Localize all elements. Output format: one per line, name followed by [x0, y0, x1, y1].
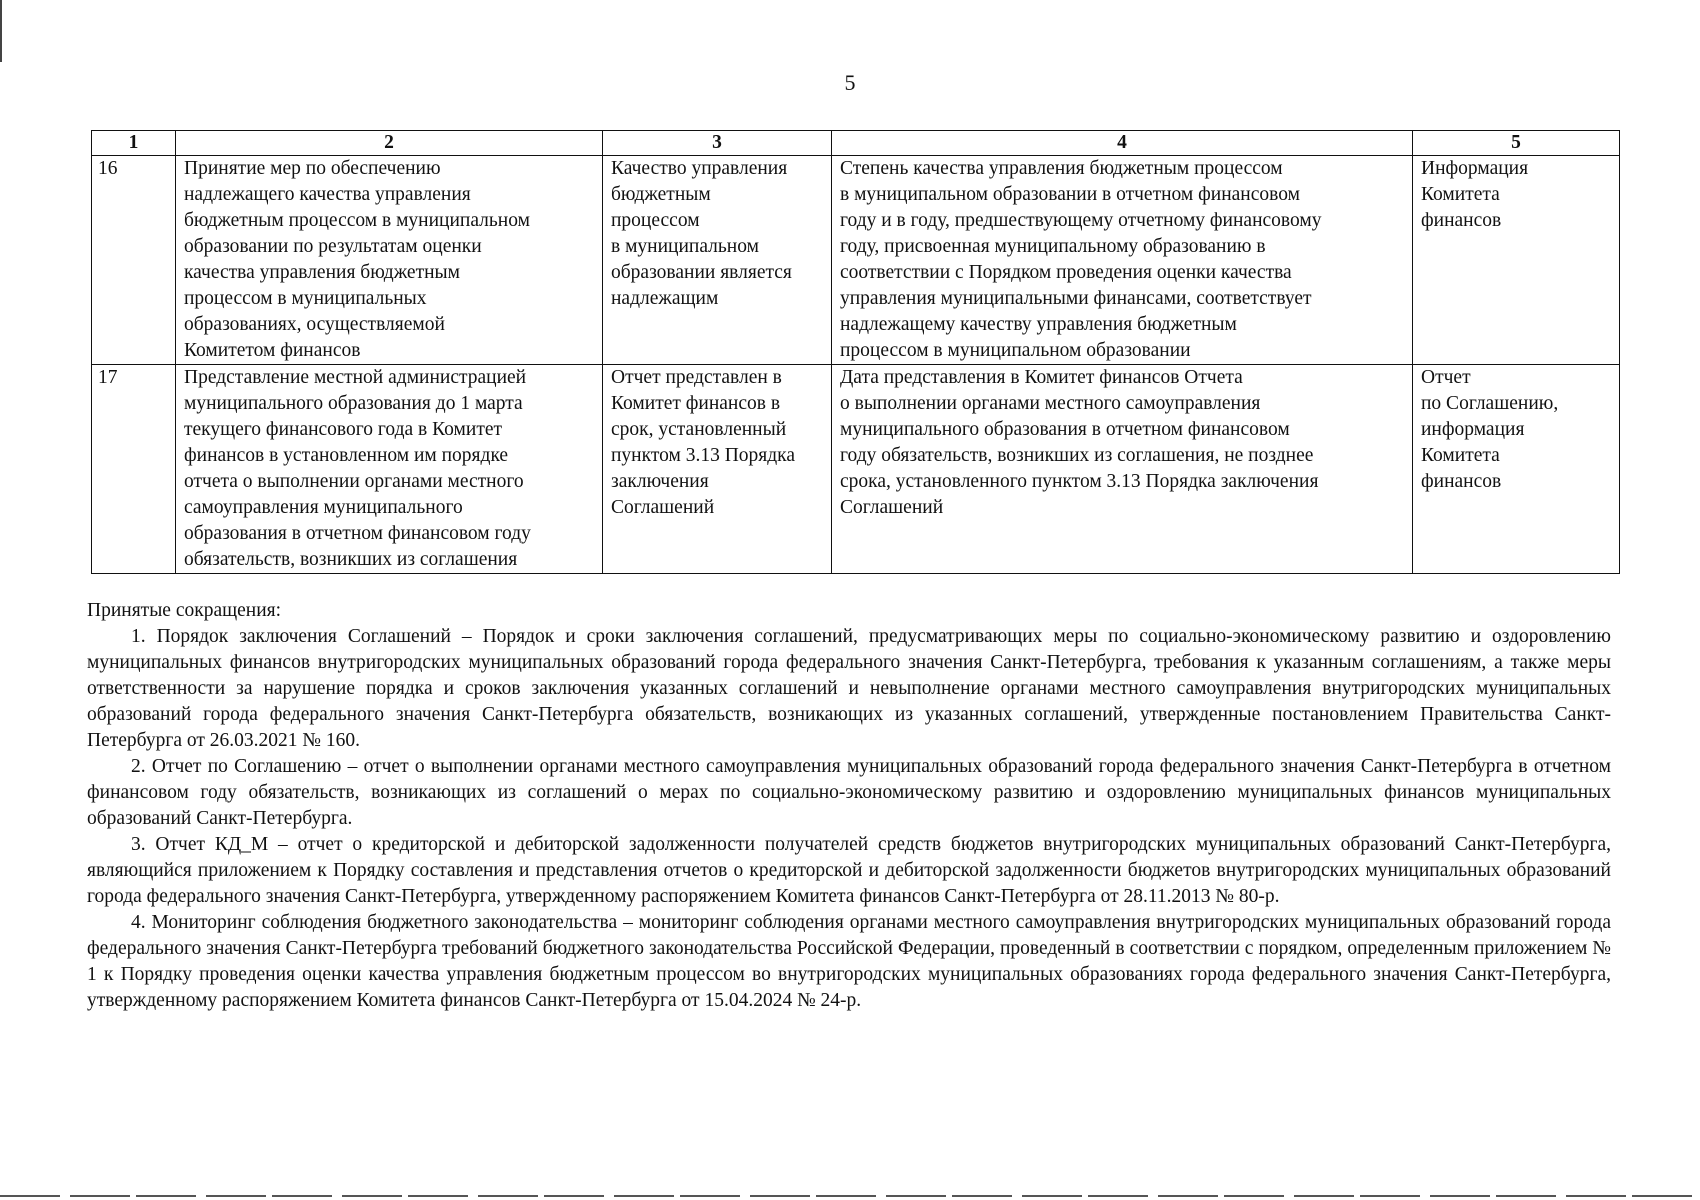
cell-text-line: соответствии с Порядком проведения оценки качества [840, 262, 1292, 283]
cell-text-line: образовании по результатам оценки [184, 236, 482, 257]
cell-text-line: пунктом 3.13 Порядка [611, 445, 796, 466]
cell-text-line: по Соглашению, [1421, 393, 1559, 414]
cell-text-line: управления муниципальными финансами, соответствует [840, 288, 1312, 309]
cell-text-line: бюджетным процессом в муниципальном [184, 210, 530, 231]
cell-text-line: финансов [1421, 471, 1502, 492]
cell-text-line: муниципального образования в отчетном финансовом [840, 419, 1290, 440]
cell-text-line: Комитета [1421, 184, 1500, 205]
cell-text-line: Степень качества управления бюджетным процессом [840, 158, 1283, 179]
abbreviation-item: 1. Порядок заключения Соглашений – Порядок и сроки заключения соглашений, предусматривающих меры по социально-экономическому развитию и оздоровлению муниципальных финансов внутригородских муниципальных образований города федерального значения Санкт-Петербурга, требования к указанным соглашениям, а также меры ответственности за нарушение порядка и сроков заключения указанных соглашений и невыполнение органами местного самоуправления внутригородских муниципальных образований города федерального значения Санкт-Петербурга обязательств, возникающих из указанных соглашений, утвержденные постановлением Правительства Санкт-Петербурга от 26.03.2021 № 160. [87, 626, 1611, 751]
cell-text-line: образования в отчетном финансовом году [184, 523, 531, 544]
cell-text-line: Информация [1421, 158, 1529, 179]
page-number: 5 [844, 70, 856, 95]
cell-text-line: о выполнении органами местного самоуправления [840, 393, 1261, 414]
cell-text-line: Отчет представлен в [611, 367, 782, 388]
cell-text-line: надлежащему качеству управления бюджетным [840, 314, 1237, 335]
cell-text-line: в муниципальном образовании в отчетном финансовом [840, 184, 1300, 205]
cell-text-line: образовании является [611, 262, 792, 283]
table-cell-col2 [176, 365, 603, 574]
cell-text-line: процессом [611, 210, 700, 231]
cell-text-line: срок, установленный [611, 419, 787, 440]
cell-text-line: Качество управления [611, 158, 788, 179]
cell-text-line: Комитет финансов в [611, 393, 781, 414]
cell-text-line: Комитета [1421, 445, 1500, 466]
cell-text-line: финансов в установленном им порядке [184, 445, 509, 466]
table-header-row [92, 131, 1620, 156]
cell-text-line: Принятие мер по обеспечению [184, 158, 441, 179]
header-col-1: 1 [92, 131, 176, 156]
cell-text-line: году обязательств, возникших из соглашения, не позднее [840, 445, 1314, 466]
table-cell-col4 [832, 156, 1413, 365]
abbreviation-item: 4. Мониторинг соблюдения бюджетного законодательства – мониторинг соблюдения органами местного самоуправления внутригородских муниципальных образований города федерального значения Санкт-Петербурга требований бюджетного законодательства Российской Федерации, проведенный в соответствии с порядком, определенным приложением № 1 к Порядку проведения оценки качества управления бюджетным процессом во внутригородских муниципальных образованиях города федерального значения Санкт-Петербурга, утвержденному распоряжением Комитета финансов Санкт-Петербурга от 15.04.2024 № 24-р. [87, 912, 1611, 1011]
abbreviation-item: 3. Отчет КД_М – отчет о кредиторской и дебиторской задолженности получателей средств бюджетов внутригородских муниципальных образований Санкт-Петербурга, являющийся приложением к Порядку составления и представления отчетов о кредиторской и дебиторской задолженности бюджетов внутригородских муниципальных образований города федерального значения Санкт-Петербурга, утвержденному распоряжением Комитета финансов Санкт-Петербурга от 28.11.2013 № 80-р. [87, 834, 1611, 907]
cell-text-line: бюджетным [611, 184, 711, 205]
table-row [92, 365, 1620, 574]
row-number: 16 [92, 156, 176, 365]
cell-text-line: надлежащим [611, 288, 719, 309]
abbreviations-title: Принятые сокращения: [87, 600, 282, 621]
cell-text-line: году и в году, предшествующему отчетному финансовому [840, 210, 1322, 231]
cell-text-line: Соглашений [840, 497, 944, 518]
cell-text-line: Представление местной администрацией [184, 367, 527, 388]
header-col-2: 2 [176, 131, 603, 156]
cell-text-line: самоуправления муниципального [184, 497, 463, 518]
table-cell-col4 [832, 365, 1413, 574]
cell-text-line: отчета о выполнении органами местного [184, 471, 524, 492]
header-col-5: 5 [1413, 131, 1620, 156]
cell-text-line: срока, установленного пунктом 3.13 Порядка заключения [840, 471, 1319, 492]
cell-text-line: информация [1421, 419, 1525, 440]
cell-text-line: текущего финансового года в Комитет [184, 419, 503, 440]
cell-text-line: муниципального образования до 1 марта [184, 393, 523, 414]
table-cell-col5 [1413, 365, 1620, 574]
scan-bottom-edge [0, 1195, 1700, 1197]
cell-text-line: надлежащего качества управления [184, 184, 471, 205]
scan-edge-mark [0, 0, 2, 62]
cell-text-line: заключения [611, 471, 709, 492]
header-col-3: 3 [603, 131, 832, 156]
cell-text-line: финансов [1421, 210, 1502, 231]
table-cell-col5 [1413, 156, 1620, 365]
measures-table [91, 130, 1620, 574]
table-row [92, 156, 1620, 365]
abbreviation-item: 2. Отчет по Соглашению – отчет о выполнении органами местного самоуправления муниципальных образований города федерального значения Санкт-Петербурга в отчетном финансовом году обязательств, возникающих из соглашений о мерах по социально-экономическому развитию и оздоровлению муниципальных финансов муниципальных образований Санкт-Петербурга. [87, 756, 1611, 829]
cell-text-line: процессом в муниципальном образовании [840, 340, 1191, 361]
cell-text-line: Комитетом финансов [184, 340, 361, 361]
cell-text-line: Соглашений [611, 497, 715, 518]
cell-text-line: в муниципальном [611, 236, 759, 257]
cell-text-line: году, присвоенная муниципальному образованию в [840, 236, 1266, 257]
cell-text-line: качества управления бюджетным [184, 262, 460, 283]
cell-text-line: Дата представления в Комитет финансов Отчета [840, 367, 1243, 388]
table-cell-col2 [176, 156, 603, 365]
header-col-4: 4 [832, 131, 1413, 156]
cell-text-line: обязательств, возникших из соглашения [184, 549, 518, 570]
row-number: 17 [92, 365, 176, 574]
cell-text-line: образованиях, осуществляемой [184, 314, 445, 335]
table-cell-col3 [603, 156, 832, 365]
abbreviations-section [87, 598, 1611, 1014]
table-cell-col3 [603, 365, 832, 574]
cell-text-line: процессом в муниципальных [184, 288, 427, 309]
cell-text-line: Отчет [1421, 367, 1471, 388]
